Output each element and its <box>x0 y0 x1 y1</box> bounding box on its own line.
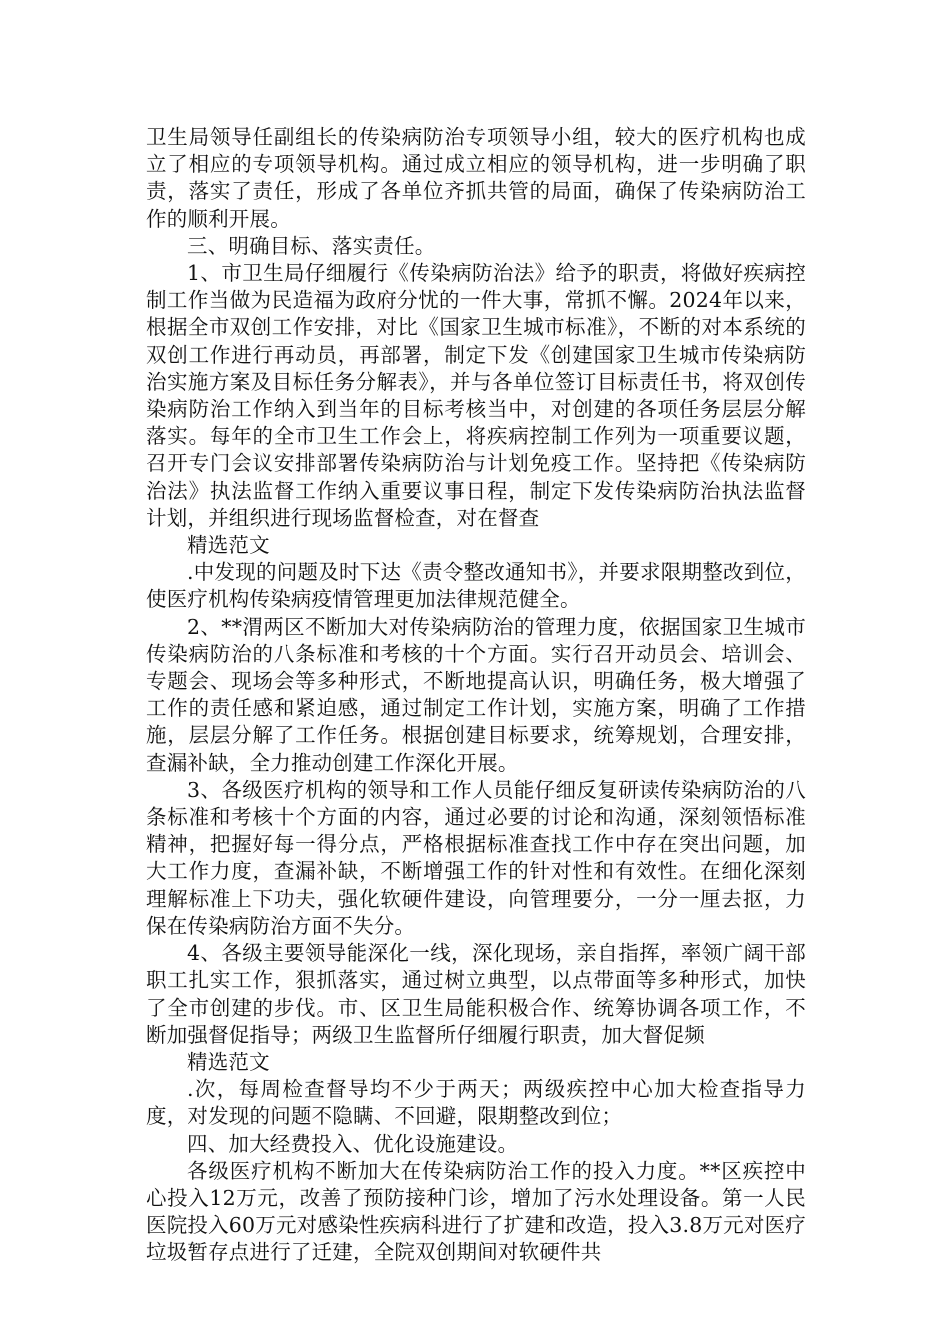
watermark-label-2: 精选范文 <box>187 1049 270 1074</box>
section-heading-goals: 三、明确目标、落实责任。 <box>187 233 436 258</box>
paragraph-funding: 各级医疗机构不断加大在传染病防治工作的投入力度。**区疾控中心投入12万元，改善了预防接种门诊，增加了污水处理设备。第一人民医院投入60万元对感染性疾病科进行了扩建和改造，投入3.8万元对医疗垃圾暂存点进行了迁建，全院双创期间对软硬件共 <box>146 1158 806 1265</box>
paragraph-item-1: 1、市卫生局仔细履行《传染病防治法》给予的职责，将做好疾病控制工作当做为民造福为政府分忧的一件大事，常抓不懈。2024年以来，根据全市双创工作安排，对比《国家卫生城市标准》，不断的对本系统的双创工作进行再动员，再部署，制定下发《创建国家卫生城市传染病防治实施方案及目标任务分解表》，并与各单位签订目标责任书，将双创传染病防治工作纳入到当年的目标考核当中，对创建的各项任务层层分解落实。每年的全市卫生工作会上，将疾病控制工作列为一项重要议题，召开专门会议安排部署传染病防治与计划免疫工作。坚持把《传染病防治法》执法监督工作纳入重要议事日程，制定下发传染病防治执法监督计划，并组织进行现场监督检查，对在督查 <box>146 261 806 530</box>
section-heading-funding: 四、加大经费投入、优化设施建设。 <box>187 1131 519 1156</box>
document-body <box>146 124 806 1267</box>
paragraph-leadership-group: 卫生局领导任副组长的传染病防治专项领导小组，较大的医疗机构也成立了相应的专项领导机构。通过成立相应的领导机构，进一步明确了职责，落实了责任，形成了各单位齐抓共管的局面，确保了传染病防治工作的顺利开展。 <box>146 125 806 231</box>
watermark-label-1: 精选范文 <box>187 533 270 558</box>
paragraph-item-1-continued: .中发现的问题及时下达《责令整改通知书》，并要求限期整改到位，使医疗机构传染病疫情管理更加法律规范健全。 <box>146 560 806 612</box>
paragraph-item-2: 2、**渭两区不断加大对传染病防治的管理力度，依据国家卫生城市传染病防治的八条标准和考核的十个方面。实行召开动员会、培训会、专题会、现场会等多种形式，不断地提高认识，明确任务，极大增强了工作的责任感和紧迫感，通过制定工作计划，实施方案，明确了工作措施，层层分解了工作任务。根据创建目标要求，统筹规划，合理安排，查漏补缺，全力推动创建工作深化开展。 <box>146 614 806 775</box>
paragraph-item-4: 4、各级主要领导能深化一线，深化现场，亲自指挥，率领广阔干部职工扎实工作，狠抓落实，通过树立典型，以点带面等多种形式，加快了全市创建的步伐。市、区卫生局能积极合作、统筹协调各项工作，不断加强督促指导；两级卫生监督所仔细履行职责，加大督促频 <box>146 941 806 1047</box>
paragraph-item-3: 3、各级医疗机构的领导和工作人员能仔细反复研读传染病防治的八条标准和考核十个方面的内容，通过必要的讨论和沟通，深刻领悟标准精神，把握好每一得分点，严格根据标准查找工作中存在突出问题，加大工作力度，查漏补缺，不断增强工作的针对性和有效性。在细化深刻理解标准上下功夫，强化软硬件建设，向管理要分，一分一厘去抠，力保在传染病防治方面不失分。 <box>146 777 806 938</box>
paragraph-item-4-continued: .次，每周检查督导均不少于两天；两级疾控中心加大检查指导力度，对发现的问题不隐瞒、不回避，限期整改到位； <box>146 1077 806 1129</box>
